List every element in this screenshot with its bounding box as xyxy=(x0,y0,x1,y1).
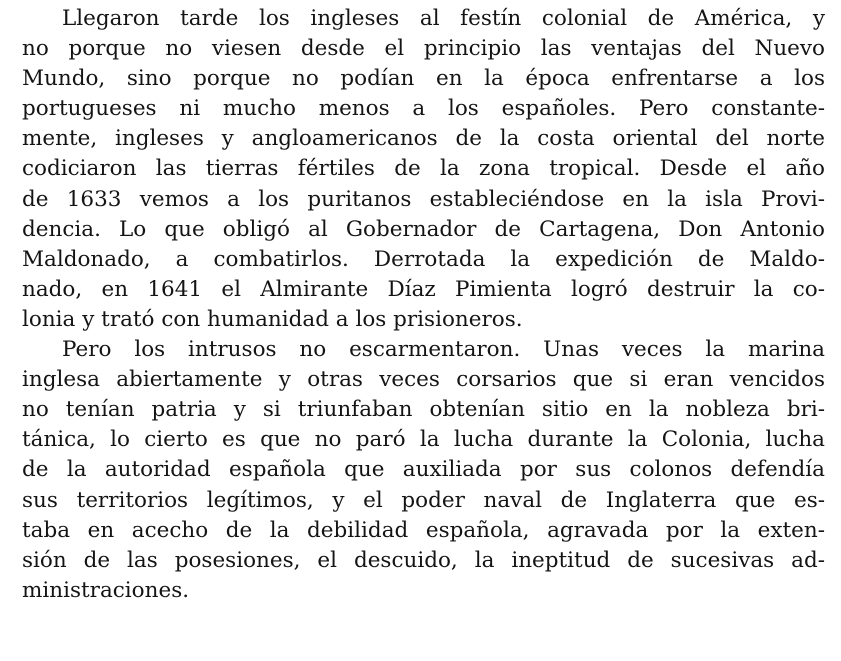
text-line: taba en acecho de la debilidad española, agravada por la exten- xyxy=(22,517,825,543)
text-line: mente, ingleses y angloamericanos de la costa oriental del norte xyxy=(22,126,825,152)
text-line: Maldonado, a combatirlos. Derrotada la expedición de Maldo- xyxy=(22,246,825,272)
text-line: de la autoridad española que auxiliada por sus colonos defendía xyxy=(22,457,825,483)
text-line: Llegaron tarde los ingleses al festín colonial de América, y xyxy=(62,6,825,31)
text-line: Mundo, sino porque no podían en la época enfrentarse a los xyxy=(22,66,825,92)
paragraph-1 xyxy=(22,4,825,335)
text-line: lonia y trató con humanidad a los prisioneros. xyxy=(22,306,523,332)
text-line: portugueses ni mucho menos a los españoles. Pero constante- xyxy=(22,96,825,122)
text-line: ministraciones. xyxy=(22,577,190,603)
text-line: codiciaron las tierras fértiles de la zona tropical. Desde el año xyxy=(22,156,825,182)
text-line: no tenían patria y si triunfaban obtenían sitio en la nobleza bri- xyxy=(22,397,825,423)
text-line: sus territorios legítimos, y el poder naval de Inglaterra que es- xyxy=(22,487,825,513)
text-line: sión de las posesiones, el descuido, la ineptitud de sucesivas ad- xyxy=(22,547,825,573)
text-line: tánica, lo cierto es que no paró la lucha durante la Colonia, lucha xyxy=(22,427,825,453)
text-line: inglesa abiertamente y otras veces corsarios que si eran vencidos xyxy=(22,367,825,393)
text-line: Pero los intrusos no escarmentaron. Unas veces la marina xyxy=(62,337,825,363)
text-line: dencia. Lo que obligó al Gobernador de Cartagena, Don Antonio xyxy=(22,216,825,242)
paragraph-2 xyxy=(22,335,825,606)
text-line: no porque no viesen desde el principio las ventajas del Nuevo xyxy=(22,36,825,62)
text-line: de 1633 vemos a los puritanos estableciéndose en la isla Provi- xyxy=(22,186,825,212)
text-line: nado, en 1641 el Almirante Díaz Pimienta logró destruir la co- xyxy=(22,276,825,302)
